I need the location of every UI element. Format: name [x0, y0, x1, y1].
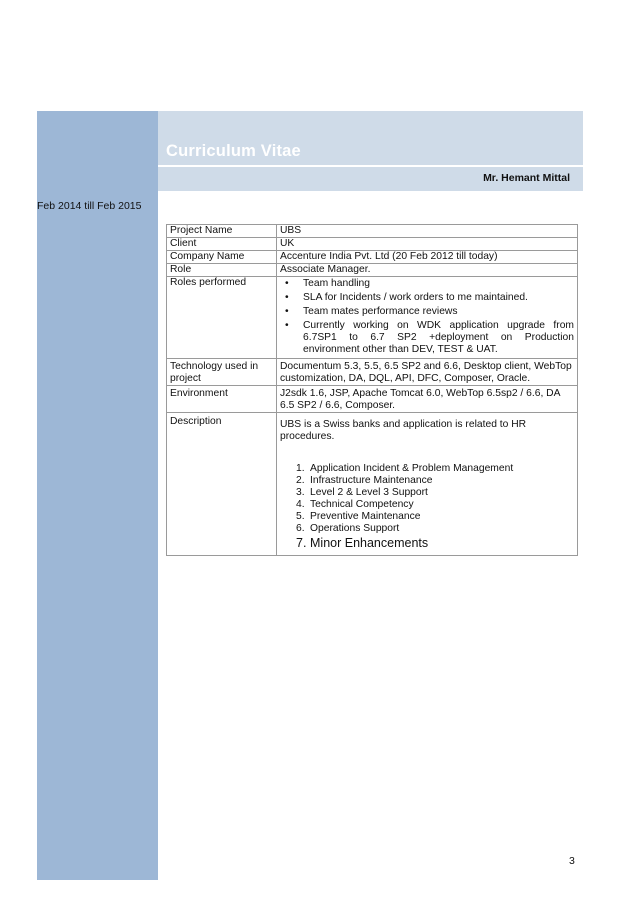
item-text: Technical Competency	[310, 499, 414, 510]
row-label: Roles performed	[167, 277, 277, 359]
item-text: Level 2 & Level 3 Support	[310, 487, 428, 498]
item-text: Application Incident & Problem Management	[310, 463, 514, 474]
list-item	[280, 475, 574, 487]
page-title: Curriculum Vitae	[166, 142, 301, 160]
row-label: Project Name	[167, 225, 277, 238]
table-row	[167, 251, 578, 264]
row-value: J2sdk 1.6, JSP, Apache Tomcat 6.0, WebTop 6.5sp2 / 6.6, DA 6.5 SP2 / 6.6, Composer.	[277, 386, 578, 413]
sidebar-band	[37, 111, 158, 880]
description-list	[280, 463, 574, 550]
item-number: 2.	[296, 475, 305, 486]
description-cell	[277, 413, 578, 556]
table-row	[167, 277, 578, 359]
table-row	[167, 264, 578, 277]
description-intro	[280, 419, 574, 443]
item-number: 5.	[296, 511, 305, 522]
row-label: Description	[167, 413, 277, 556]
item-text: Operations Support	[310, 523, 400, 534]
list-item	[280, 499, 574, 511]
project-table	[166, 224, 578, 556]
table-row	[167, 225, 578, 238]
description-text: UBS is a Swiss banks and application is related to HR procedures.	[280, 419, 527, 442]
header-divider	[158, 165, 583, 167]
list-item: • Team mates performance reviews	[280, 306, 574, 318]
list-item	[280, 536, 574, 550]
item-text: Infrastructure Maintenance	[310, 475, 433, 486]
list-item	[280, 511, 574, 523]
row-label: Role	[167, 264, 277, 277]
item-number: 7.	[296, 536, 307, 550]
row-label: Environment	[167, 386, 277, 413]
page-number: 3	[569, 855, 575, 867]
list-item: • Team handling	[280, 278, 574, 290]
row-label: Technology used in project	[167, 359, 277, 386]
project-period: Feb 2014 till Feb 2015	[37, 200, 142, 212]
row-value: UK	[277, 238, 578, 251]
row-label: Company Name	[167, 251, 277, 264]
row-value: Accenture India Pvt. Ltd (20 Feb 2012 till today)	[277, 251, 578, 264]
item-number: 6.	[296, 523, 305, 534]
table-row	[167, 359, 578, 386]
item-text: Preventive Maintenance	[310, 511, 421, 522]
roles-list	[280, 278, 574, 356]
row-value: Associate Manager.	[277, 264, 578, 277]
table-row	[167, 386, 578, 413]
item-number: 4.	[296, 499, 305, 510]
item-text: Minor Enhancements	[310, 536, 429, 550]
table-row	[167, 238, 578, 251]
item-number: 1.	[296, 463, 305, 474]
row-value: Documentum 5.3, 5.5, 6.5 SP2 and 6.6, Desktop client, WebTop customization, DA, DQL, API, DFC, Composer, Oracle.	[277, 359, 578, 386]
list-item	[280, 463, 574, 475]
row-value: UBS	[277, 225, 578, 238]
item-number: 3.	[296, 487, 305, 498]
list-item	[280, 487, 574, 499]
row-label: Client	[167, 238, 277, 251]
list-item	[280, 523, 574, 535]
roles-cell	[277, 277, 578, 359]
table-row	[167, 413, 578, 556]
list-item: • Currently working on WDK application upgrade from 6.7SP1 to 6.7 SP2 +deployment on Production environment other than DEV, TEST & UAT.	[280, 320, 574, 356]
list-item: • SLA for Incidents / work orders to me maintained.	[280, 292, 574, 304]
author-name: Mr. Hemant Mittal	[483, 172, 570, 184]
